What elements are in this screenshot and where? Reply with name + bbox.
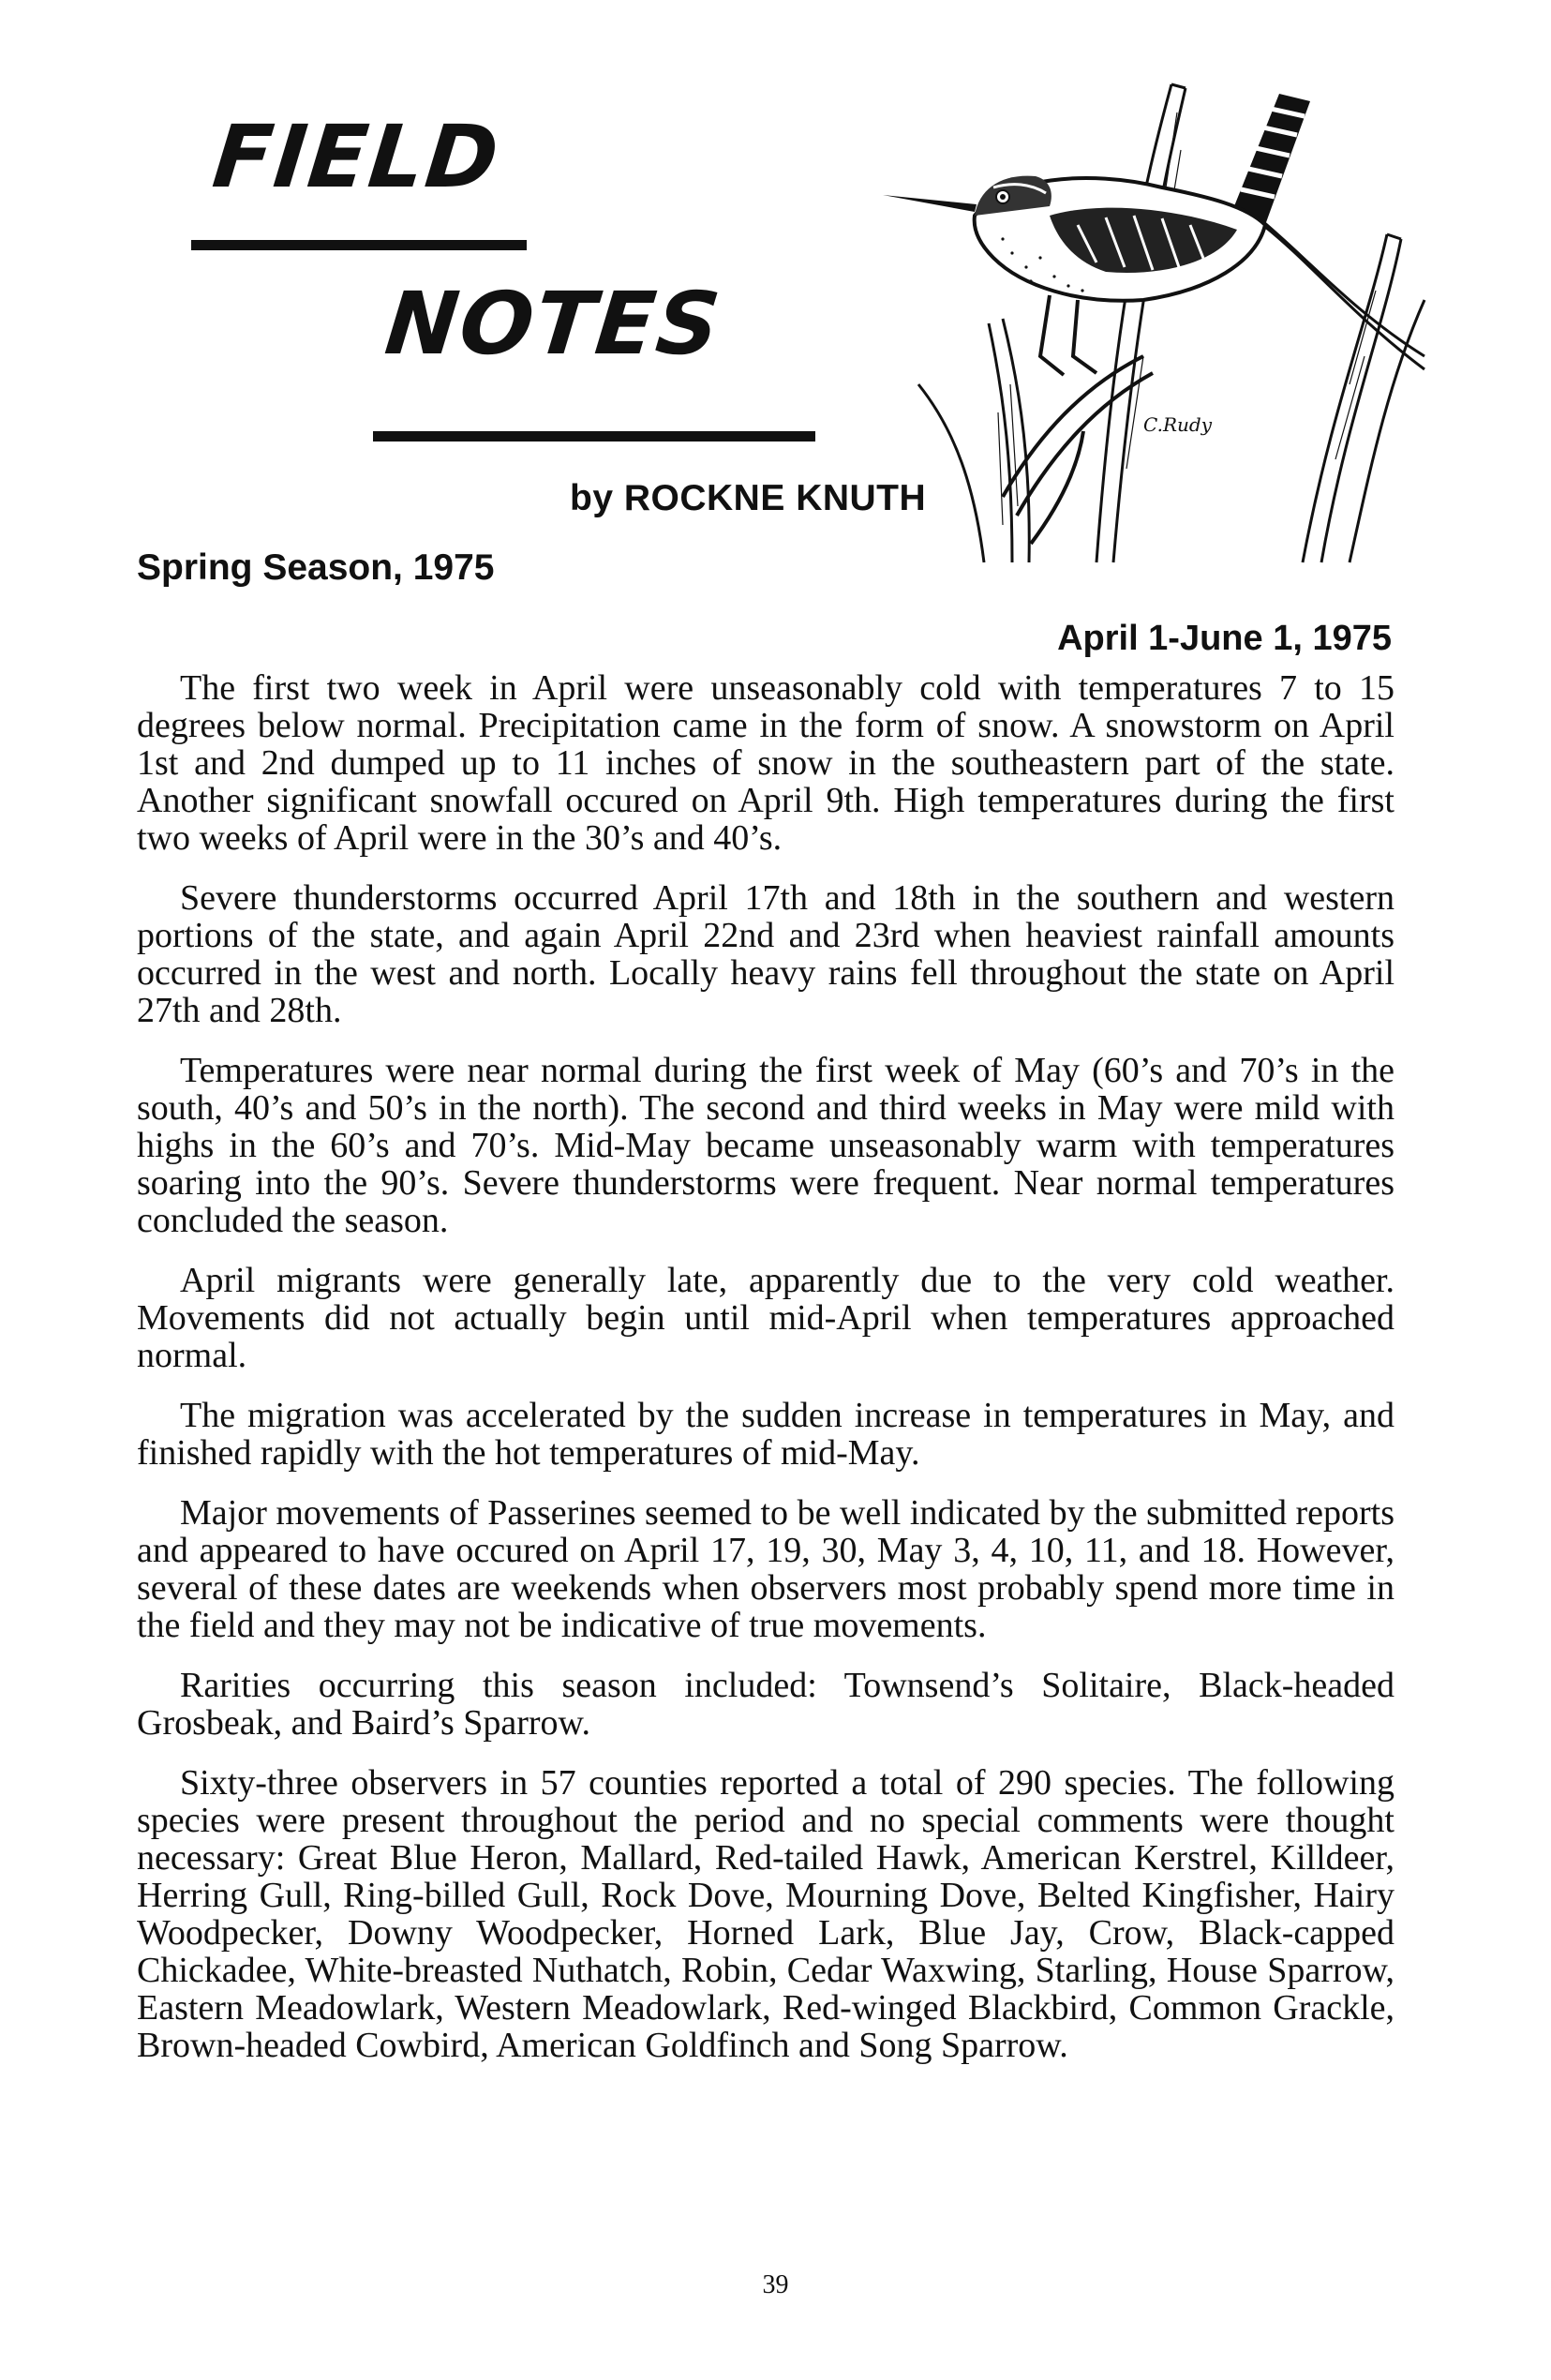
- paragraph-may-temperatures: Temperatures were near normal during the first week of May (60’s and 70’s in the south, 40’s and 50’s in the north). The second and third weeks in May were mild with highs in the 60’s and 70’s. Mid-May became unseasonably warm with temperatures soaring into the 90’s. Severe thunderstorms were frequent. Near normal temperatures concluded the season.: [137, 1051, 1394, 1240]
- article-body: [137, 669, 1394, 2087]
- illustration-signature: C.Rudy: [1143, 413, 1212, 436]
- masthead-rule-top: [191, 240, 527, 250]
- date-range: April 1-June 1, 1975: [1057, 619, 1392, 658]
- paragraph-species-list: Sixty-three observers in 57 counties reported a total of 290 species. The following species were present throughout the period and no special comments were thought necessary: Great Blue Heron, Mallard, Red-tailed Hawk, American Kerstrel, Killdeer, Herring Gull, Ring-billed Gull, Rock Dove, Mourning Dove, Belted Kingfisher, Hairy Woodpecker, Downy Woodpecker, Horned Lark, Blue Jay, Crow, Black-capped Chickadee, White-breasted Nuthatch, Robin, Cedar Waxwing, Starling, House Sparrow, Eastern Meadowlark, Western Meadowlark, Red-winged Blackbird, Common Grackle, Brown-headed Cowbird, American Goldfinch and Song Sparrow.: [137, 1763, 1394, 2065]
- paragraph-weather-april: The first two week in April were unseasonably cold with temperatures 7 to 15 degrees below normal. Precipitation came in the form of snow. A snowstorm on April 1st and 2nd dumped up to 11 inches of snow in the southeastern part of the state. Another significant snowfall occured on April 9th. High temperatures during the first two weeks of April were in the 30’s and 40’s.: [137, 668, 1394, 858]
- paragraph-rarities: Rarities occurring this season included: Townsend’s Solitaire, Black-headed Grosbeak, and Baird’s Sparrow.: [137, 1666, 1394, 1743]
- paragraph-thunderstorms: Severe thunderstorms occurred April 17th and 18th in the southern and western portions of the state, and again April 22nd and 23rd when heaviest rainfall amounts occurred in the west and north. Locally heavy rains fell throughout the state on April 27th and 28th.: [137, 878, 1394, 1030]
- season-label: Spring Season, 1975: [137, 547, 495, 588]
- page-number: 39: [762, 2270, 789, 2299]
- masthead-field-title: FIELD: [208, 107, 505, 207]
- byline: by ROCKNE KNUTH: [570, 478, 927, 518]
- masthead-notes-title: NOTES: [380, 274, 726, 374]
- masthead-rule-bottom: [373, 431, 815, 442]
- wren-drawing-icon: [862, 75, 1443, 581]
- paragraph-april-migrants: April migrants were generally late, apparently due to the very cold weather. Movements did not actually begin until mid-April when temperatures approached normal.: [137, 1261, 1394, 1375]
- paragraph-passerine-movements: Major movements of Passerines seemed to be well indicated by the submitted reports and appeared to have occured on April 17, 19, 30, May 3, 4, 10, 11, and 18. However, several of these dates are weekends when observers most probably spend more time in the field and they may not be indicative of true movements.: [137, 1493, 1394, 1645]
- paragraph-migration-accelerated: The migration was accelerated by the sudden increase in temperatures in May, and finished rapidly with the hot temperatures of mid-May.: [137, 1396, 1394, 1473]
- wren-illustration: [862, 75, 1443, 581]
